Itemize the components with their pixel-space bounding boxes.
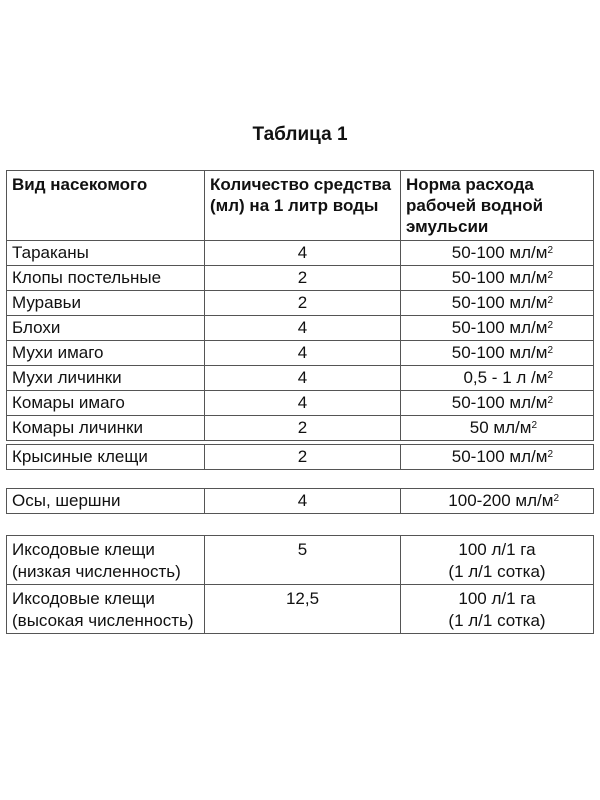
insect-cell: Комары имаго [7, 391, 205, 416]
insect-cell: Иксодовые клещи (высокая численность) [7, 585, 205, 634]
rate-cell: 100 л/1 га (1 л/1 сотка) [401, 585, 594, 634]
rate-cell: 50-100 $мл/м^2$ [401, 241, 594, 266]
amount-cell: 5 [205, 536, 401, 585]
amount-cell: 2 [205, 416, 401, 441]
table-row [7, 536, 594, 585]
insect-cell: Тараканы [7, 241, 205, 266]
amount-cell: 4 [205, 366, 401, 391]
rate-cell: 50-100 $мл/м^2$ [401, 291, 594, 316]
table-row [7, 266, 594, 291]
header-amount: Количество средства (мл) на 1 литр воды [205, 171, 401, 241]
rate-cell: 100 л/1 га (1 л/1 сотка) [401, 536, 594, 585]
insect-cell: Муравьи [7, 291, 205, 316]
header-row [7, 171, 594, 241]
table-row [7, 489, 594, 514]
insect-cell: Мухи личинки [7, 366, 205, 391]
table-row [7, 366, 594, 391]
amount-cell: 4 [205, 316, 401, 341]
table-title: Таблица 1 [252, 124, 348, 145]
table-row [7, 585, 594, 634]
rate-cell: 50-100 $мл/м^2$ [401, 266, 594, 291]
table-row [7, 445, 594, 470]
amount-cell: 2 [205, 291, 401, 316]
wasps-table [6, 488, 594, 514]
insect-cell: Мухи имаго [7, 341, 205, 366]
table-row [7, 341, 594, 366]
amount-cell: 2 [205, 266, 401, 291]
rate-cell: 0,5 - 1 л $/м^2$ [401, 366, 594, 391]
insect-cell: Блохи [7, 316, 205, 341]
rate-cell: 50-100 $мл/м^2$ [401, 316, 594, 341]
header-rate: Норма расхода рабочей водной эмульсии [401, 171, 594, 241]
amount-cell: 12,5 [205, 585, 401, 634]
amount-cell: 2 [205, 445, 401, 470]
insect-cell: Осы, шершни [7, 489, 205, 514]
table-row [7, 291, 594, 316]
rat-mites-table [6, 444, 594, 470]
rate-cell: 50-100 $мл/м^2$ [401, 391, 594, 416]
rate-cell: 50-100 $мл/м^2$ [401, 341, 594, 366]
insect-cell: Клопы постельные [7, 266, 205, 291]
table-row [7, 391, 594, 416]
header-insect: Вид насекомого [7, 171, 205, 241]
amount-cell: 4 [205, 241, 401, 266]
table-row [7, 241, 594, 266]
ticks-table [6, 535, 594, 634]
rate-cell: 50 $мл/м^2$ [401, 416, 594, 441]
table-row [7, 416, 594, 441]
insect-cell: Крысиные клещи [7, 445, 205, 470]
rate-cell: 50-100 $мл/м^2$ [401, 445, 594, 470]
amount-cell: 4 [205, 489, 401, 514]
amount-cell: 4 [205, 341, 401, 366]
amount-cell: 4 [205, 391, 401, 416]
insect-cell: Иксодовые клещи (низкая численность) [7, 536, 205, 585]
rate-cell: 100-200 $мл/м^2$ [401, 489, 594, 514]
insect-cell: Комары личинки [7, 416, 205, 441]
table-row [7, 316, 594, 341]
main-table [6, 170, 594, 441]
